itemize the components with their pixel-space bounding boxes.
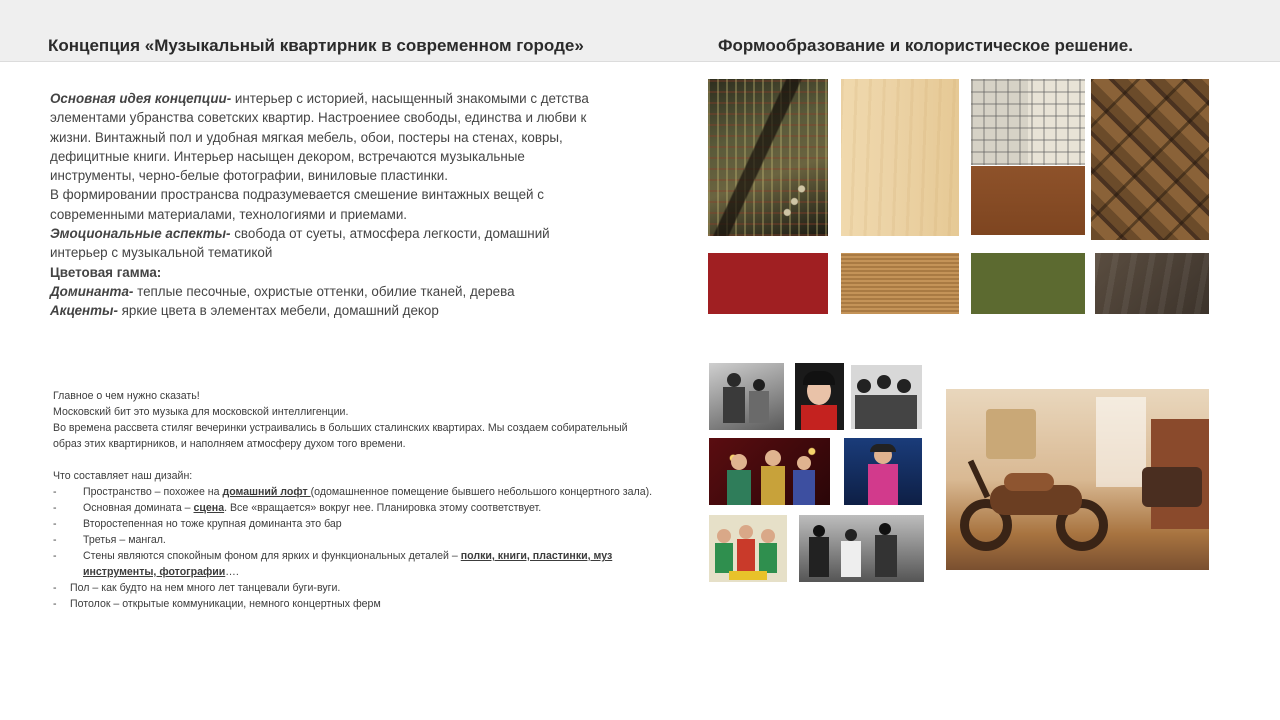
bullet-dash: - xyxy=(53,550,57,562)
note-line: Московский бит это музыка для московской интеллигенции. xyxy=(53,406,349,418)
list-item-text: Третья – мангал. xyxy=(83,534,166,546)
idea-label: Основная идея концепции- xyxy=(50,91,232,106)
brown-leather-swatch xyxy=(971,166,1085,235)
list-item-text: Стены являются спокойным фоном для ярких и функциональных деталей – xyxy=(83,550,461,562)
idea-text: интерьер с историей, насыщенный знакомыми с детства элементами убранства советских квартир. Настроениее свободы, единства и любви к жизни. Винтажный пол и удобная мягкая мебель, обои, постеры на стенах, ковры, дефицитные книги. Интерьер насыщен декором, встречаются музыкальные инструменты, черно-белые фотографии, виниловые пластинки. xyxy=(50,91,589,184)
bullet-dash: - xyxy=(53,598,57,610)
emotion-label: Эмоциональные аспекты- xyxy=(50,226,231,242)
tweed-jacket-swatch xyxy=(708,79,828,236)
green-fabric-swatch xyxy=(971,253,1085,314)
stage-performers-photo xyxy=(709,438,830,505)
dominant-label: Доминанта- xyxy=(50,283,134,299)
list-item-text: Потолок – открытые коммуникации, немного концертных ферм xyxy=(70,598,381,610)
retro-woman-photo xyxy=(795,363,844,430)
dancing-couple-photo xyxy=(709,363,784,430)
accent-text: яркие цвета в элементах мебели, домашний декор xyxy=(117,303,439,319)
dominant-text: теплые песочные, охристые оттенки, обилие тканей, дерева xyxy=(133,283,515,299)
list-item-emphasis: сцена xyxy=(193,502,225,514)
list-item-emphasis: полки, книги, пластинки, муз инструменты, фотографии xyxy=(83,550,613,578)
section-title: Формообразование и колористическое решение. xyxy=(718,36,1133,55)
page-title: Концепция «Музыкальный квартирник в современном городе» xyxy=(48,36,584,55)
herringbone-floor-swatch xyxy=(1091,79,1209,240)
list-item-text: Пол – как будто на нем много лет танцевали буги-вуги. xyxy=(70,582,341,594)
mix-text: В формировании пространсва подразумевается смешение винтажных вещей с современными материалами, технологиями и приемами. xyxy=(50,187,544,222)
design-notes xyxy=(53,388,653,612)
list-item-text: . Все «вращается» вокруг нее. Планировка этому соответствует. xyxy=(224,502,542,514)
concert-bw-photo xyxy=(799,515,924,582)
list-item xyxy=(53,548,653,580)
note-line: Что составляет наш дизайн: xyxy=(53,470,193,482)
accent-label: Акценты- xyxy=(50,303,118,319)
list-item xyxy=(53,580,653,596)
list-item xyxy=(53,596,653,612)
corduroy-swatch xyxy=(841,253,959,314)
note-line: Во времена рассвета стиляг вечеринки устраивались в больших сталинских квартирах. Мы создаем собирательный образ этих квартирников, и наполняем атмосферу духом того времени. xyxy=(53,422,628,450)
bullet-dash: - xyxy=(53,534,57,546)
list-item xyxy=(53,516,653,532)
list-item-text: Второстепенная но тоже крупная доминанта это бар xyxy=(83,518,342,530)
list-item-emphasis: домашний лофт xyxy=(222,486,311,498)
red-fabric-swatch xyxy=(708,253,828,314)
palette-label: Цветовая гамма: xyxy=(50,264,162,280)
bullet-dash: - xyxy=(53,502,57,514)
list-item-text: (одомашненное помещение бывшего небольшого концертного зала). xyxy=(310,486,653,498)
bullet-dash: - xyxy=(53,582,57,594)
list-item xyxy=(53,500,653,516)
bullet-dash: - xyxy=(53,486,57,498)
loft-motorcycle-photo xyxy=(946,389,1209,570)
band-bw-photo xyxy=(851,365,922,429)
list-item-text: Пространство – похожее на xyxy=(83,486,223,498)
plaid-newspaper-swatch xyxy=(971,79,1085,165)
emotion-text: свобода от суеты, атмосфера легкости, домашний интерьер с музыкальной тематикой xyxy=(50,226,550,261)
list-item xyxy=(53,484,653,500)
dark-floor-swatch xyxy=(1095,253,1209,314)
list-item xyxy=(53,532,653,548)
bravo-album-photo xyxy=(709,515,787,582)
bullet-dash: - xyxy=(53,518,57,530)
maple-wood-swatch xyxy=(841,79,959,236)
list-item-text: Основная домината – xyxy=(83,502,194,514)
list-item-text: …. xyxy=(225,566,239,578)
concept-text xyxy=(50,89,610,321)
singer-blue-photo xyxy=(844,438,922,505)
note-line: Главное о чем нужно сказать! xyxy=(53,390,200,402)
